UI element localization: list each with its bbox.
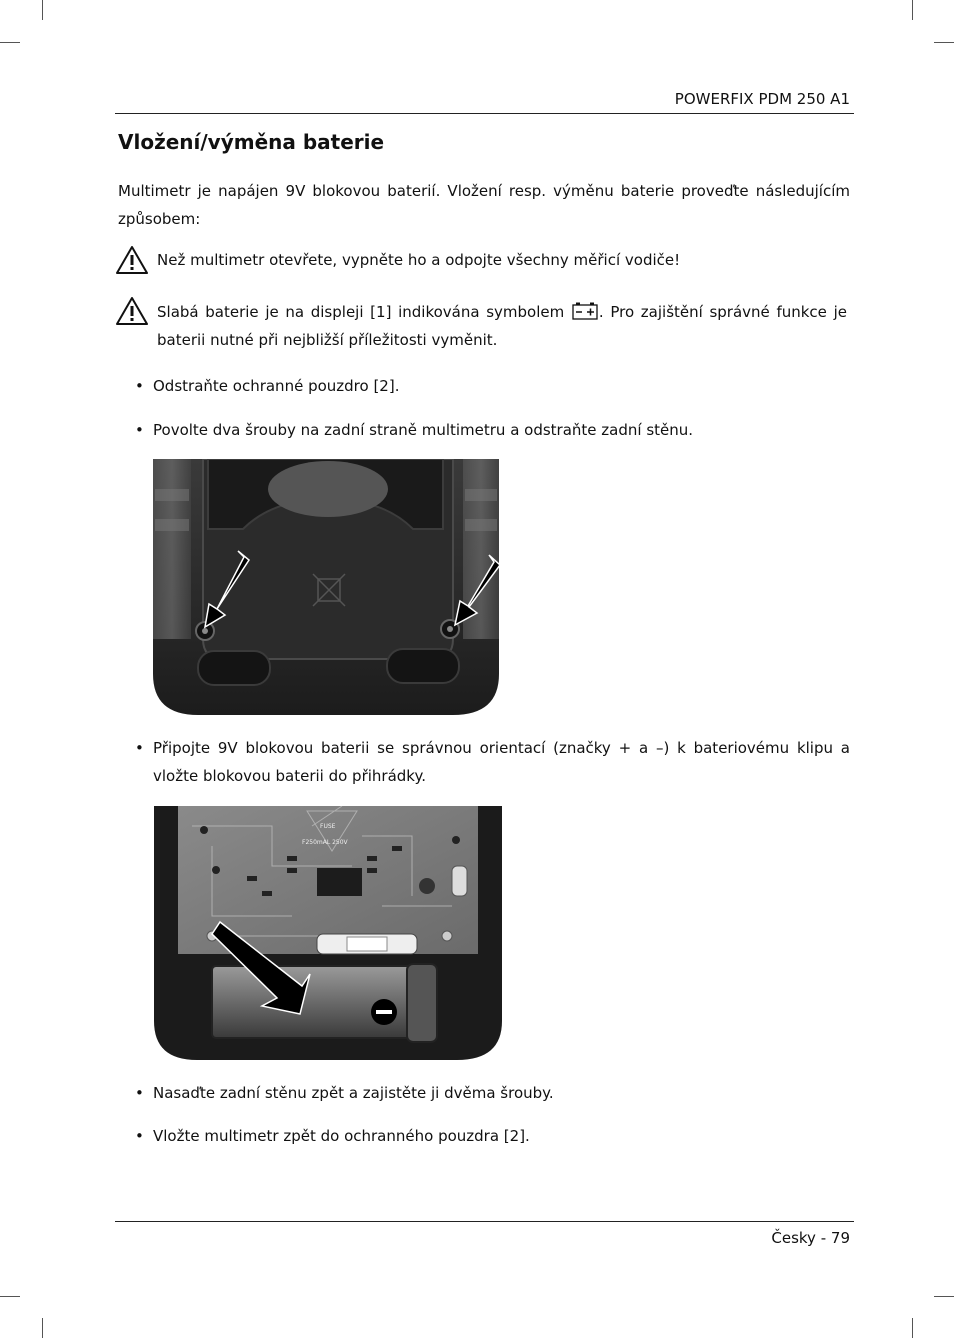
multimeter-back-photo [153,459,503,717]
battery-low-icon [572,302,598,320]
warning-2-before: Slabá baterie je na displeji [1] indikována symbolem [157,303,565,321]
intro-paragraph: Multimetr je napájen 9V blokovou baterií. Vložení resp. výměnu baterie proveďte následujícím způsobem: [118,182,850,228]
crop-mark [0,42,20,43]
bullet: • [135,739,144,757]
step-5: Vložte multimetr zpět do ochranného pouzdra [2]. [153,1127,530,1145]
step-4: Nasaďte zadní stěnu zpět a zajistěte ji dvěma šrouby. [153,1084,554,1102]
bullet: • [135,421,144,439]
fuse-label: FUSE [320,823,336,830]
crop-mark [912,0,913,20]
crop-mark [42,0,43,20]
warning-text-1: Než multimetr otevřete, vypněte ho a odpojte všechny měřicí vodiče! [157,251,681,269]
footer-language: Česky - [771,1229,827,1247]
crop-mark [934,1296,954,1297]
crop-mark [934,42,954,43]
footer [771,1229,850,1247]
bullet: • [135,1084,144,1102]
footer-rule [115,1221,854,1222]
step-2: Povolte dva šrouby na zadní straně multimetru a odstraňte zadní stěnu. [153,421,694,439]
warning-2-after: . Pro zajištění správné funkce je baterii nutné při nejbližší příležitosti vyměnit. [157,303,847,349]
bullet: • [135,1127,144,1145]
header-product: POWERFIX PDM 250 A1 [674,90,850,108]
header-rule [115,113,854,114]
step-1: Odstraňte ochranné pouzdro [2]. [153,377,400,395]
crop-mark [912,1318,913,1338]
step-3: Připojte 9V blokovou baterii se správnou orientací (značky + a –) k bateriovému klipu a vložte blokovou baterii do přihrádky. [153,739,850,785]
bullet: • [135,377,144,395]
crop-mark [42,1318,43,1338]
crop-mark [0,1296,20,1297]
warning-triangle-icon [115,245,149,275]
section-title: Vložení/výměna baterie [118,130,385,154]
warning-triangle-icon [115,296,149,326]
warning-text-2 [157,298,847,354]
page-number: 79 [830,1229,850,1247]
battery-compartment-photo [152,806,504,1062]
fuse-rating-label: F250mAL 250V [302,839,348,846]
